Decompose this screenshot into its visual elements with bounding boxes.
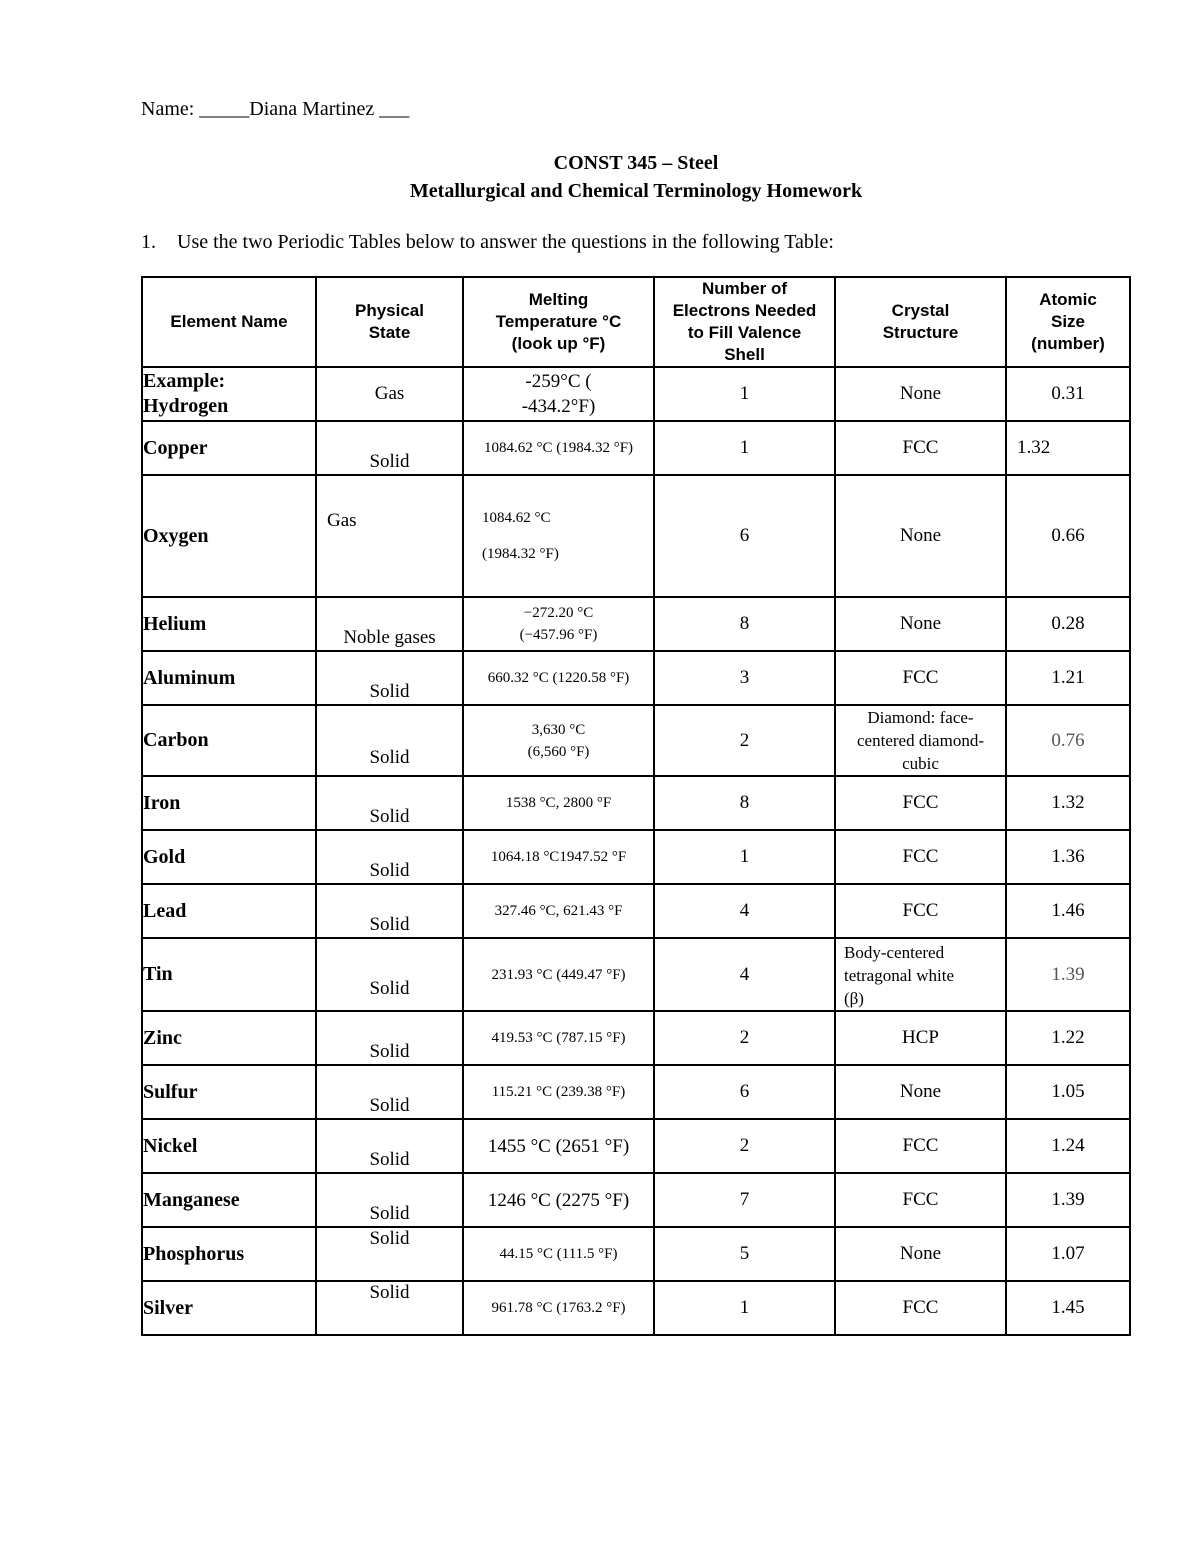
atomic-size: 0.28 bbox=[1006, 597, 1130, 651]
valence-electrons: 4 bbox=[654, 938, 835, 1011]
crystal-structure: FCC bbox=[835, 884, 1006, 938]
atomic-size: 1.24 bbox=[1006, 1119, 1130, 1173]
crystal-structure: FCC bbox=[835, 1119, 1006, 1173]
table-row bbox=[142, 597, 1130, 651]
element-name: Silver bbox=[142, 1281, 316, 1335]
atomic-size: 1.46 bbox=[1006, 884, 1130, 938]
atomic-size: 1.21 bbox=[1006, 651, 1130, 705]
physical-state: Solid bbox=[316, 1281, 463, 1335]
header-row bbox=[142, 277, 1130, 367]
table-row bbox=[142, 776, 1130, 830]
question-1 bbox=[141, 231, 834, 254]
crystal-structure: None bbox=[835, 475, 1006, 597]
crystal-structure: None bbox=[835, 1227, 1006, 1281]
crystal-structure: None bbox=[835, 597, 1006, 651]
table-row bbox=[142, 651, 1130, 705]
element-name: Tin bbox=[142, 938, 316, 1011]
assignment-title: Metallurgical and Chemical Terminology Homework bbox=[409, 180, 863, 202]
crystal-structure: None bbox=[835, 367, 1006, 421]
header-physical-state: Physical State bbox=[316, 277, 463, 367]
physical-state: Solid bbox=[316, 421, 463, 475]
table-row bbox=[142, 705, 1130, 776]
valence-electrons: 8 bbox=[654, 597, 835, 651]
atomic-size: 0.31 bbox=[1006, 367, 1130, 421]
crystal-structure: HCP bbox=[835, 1011, 1006, 1065]
table-row bbox=[142, 475, 1130, 597]
crystal-structure: Diamond: face-centered diamond-cubic bbox=[835, 705, 1006, 776]
table-row bbox=[142, 884, 1130, 938]
atomic-size: 1.05 bbox=[1006, 1065, 1130, 1119]
melting-temperature: 231.93 °C (449.47 °F) bbox=[463, 938, 654, 1011]
element-name: Nickel bbox=[142, 1119, 316, 1173]
table-row bbox=[142, 1065, 1130, 1119]
element-name: Aluminum bbox=[142, 651, 316, 705]
valence-electrons: 2 bbox=[654, 1119, 835, 1173]
element-name: Phosphorus bbox=[142, 1227, 316, 1281]
melting-temperature: 3,630 °C (6,560 °F) bbox=[463, 705, 654, 776]
physical-state: Solid bbox=[316, 1227, 463, 1281]
melting-temperature: 1246 °C (2275 °F) bbox=[463, 1173, 654, 1227]
atomic-size: 0.76 bbox=[1006, 705, 1130, 776]
physical-state: Solid bbox=[316, 1173, 463, 1227]
table-row bbox=[142, 367, 1130, 421]
melting-temperature: 660.32 °C (1220.58 °F) bbox=[463, 651, 654, 705]
valence-electrons: 4 bbox=[654, 884, 835, 938]
element-name: Sulfur bbox=[142, 1065, 316, 1119]
crystal-structure: FCC bbox=[835, 421, 1006, 475]
table-row bbox=[142, 1011, 1130, 1065]
valence-electrons: 5 bbox=[654, 1227, 835, 1281]
physical-state: Solid bbox=[316, 1011, 463, 1065]
valence-electrons: 2 bbox=[654, 705, 835, 776]
valence-electrons: 8 bbox=[654, 776, 835, 830]
table-row bbox=[142, 1119, 1130, 1173]
atomic-size: 1.07 bbox=[1006, 1227, 1130, 1281]
melting-temperature: 115.21 °C (239.38 °F) bbox=[463, 1065, 654, 1119]
question-number: 1. bbox=[141, 231, 156, 253]
physical-state: Solid bbox=[316, 1065, 463, 1119]
question-text: Use the two Periodic Tables below to answer the questions in the following Table: bbox=[177, 231, 834, 253]
crystal-structure: FCC bbox=[835, 1173, 1006, 1227]
physical-state: Solid bbox=[316, 884, 463, 938]
valence-electrons: 1 bbox=[654, 367, 835, 421]
crystal-structure: FCC bbox=[835, 651, 1006, 705]
course-title: CONST 345 – Steel bbox=[553, 152, 719, 174]
element-name: Example: Hydrogen bbox=[142, 367, 316, 421]
atomic-size: 1.39 bbox=[1006, 1173, 1130, 1227]
melting-temperature: 961.78 °C (1763.2 °F) bbox=[463, 1281, 654, 1335]
physical-state: Solid bbox=[316, 705, 463, 776]
crystal-structure: FCC bbox=[835, 1281, 1006, 1335]
table-row bbox=[142, 421, 1130, 475]
physical-state: Solid bbox=[316, 776, 463, 830]
atomic-size: 1.32 bbox=[1006, 421, 1130, 475]
melting-temperature: 1084.62 °C (1984.32 °F) bbox=[463, 421, 654, 475]
melting-temperature: -259°C ( -434.2°F) bbox=[463, 367, 654, 421]
elements-table bbox=[141, 276, 1131, 1336]
atomic-size: 1.22 bbox=[1006, 1011, 1130, 1065]
valence-electrons: 1 bbox=[654, 830, 835, 884]
melting-temperature: 1084.62 °C (1984.32 °F) bbox=[463, 475, 654, 597]
student-name-line: Name: _____Diana Martinez ___ bbox=[141, 98, 410, 120]
atomic-size: 1.36 bbox=[1006, 830, 1130, 884]
atomic-size: 1.32 bbox=[1006, 776, 1130, 830]
physical-state: Gas bbox=[316, 367, 463, 421]
physical-state: Solid bbox=[316, 830, 463, 884]
melting-temperature: 327.46 °C, 621.43 °F bbox=[463, 884, 654, 938]
crystal-structure: FCC bbox=[835, 830, 1006, 884]
crystal-structure: Body-centered tetragonal white (β) bbox=[835, 938, 1006, 1011]
melting-temperature: 1064.18 °C1947.52 °F bbox=[463, 830, 654, 884]
physical-state: Gas bbox=[316, 475, 463, 597]
atomic-size: 0.66 bbox=[1006, 475, 1130, 597]
crystal-structure: None bbox=[835, 1065, 1006, 1119]
element-name: Manganese bbox=[142, 1173, 316, 1227]
physical-state: Solid bbox=[316, 651, 463, 705]
element-name: Oxygen bbox=[142, 475, 316, 597]
element-name: Gold bbox=[142, 830, 316, 884]
element-name: Helium bbox=[142, 597, 316, 651]
element-name: Carbon bbox=[142, 705, 316, 776]
header-crystal-structure: Crystal Structure bbox=[835, 277, 1006, 367]
melting-temperature: 44.15 °C (111.5 °F) bbox=[463, 1227, 654, 1281]
header-melting-temperature: Melting Temperature °C (look up °F) bbox=[463, 277, 654, 367]
valence-electrons: 7 bbox=[654, 1173, 835, 1227]
valence-electrons: 2 bbox=[654, 1011, 835, 1065]
header-atomic-size: Atomic Size (number) bbox=[1006, 277, 1130, 367]
physical-state: Solid bbox=[316, 938, 463, 1011]
atomic-size: 1.45 bbox=[1006, 1281, 1130, 1335]
table-row bbox=[142, 1173, 1130, 1227]
table-row bbox=[142, 938, 1130, 1011]
physical-state: Noble gases bbox=[316, 597, 463, 651]
melting-temperature: 1455 °C (2651 °F) bbox=[463, 1119, 654, 1173]
valence-electrons: 6 bbox=[654, 1065, 835, 1119]
melting-temperature: 1538 °C, 2800 °F bbox=[463, 776, 654, 830]
atomic-size: 1.39 bbox=[1006, 938, 1130, 1011]
table-row bbox=[142, 1227, 1130, 1281]
valence-electrons: 1 bbox=[654, 1281, 835, 1335]
crystal-structure: FCC bbox=[835, 776, 1006, 830]
valence-electrons: 3 bbox=[654, 651, 835, 705]
element-name: Lead bbox=[142, 884, 316, 938]
physical-state: Solid bbox=[316, 1119, 463, 1173]
melting-temperature: −272.20 °C (−457.96 °F) bbox=[463, 597, 654, 651]
element-name: Copper bbox=[142, 421, 316, 475]
header-element-name: Element Name bbox=[142, 277, 316, 367]
valence-electrons: 1 bbox=[654, 421, 835, 475]
table-row bbox=[142, 830, 1130, 884]
header-valence-electrons: Number of Electrons Needed to Fill Valence Shell bbox=[654, 277, 835, 367]
table-row bbox=[142, 1281, 1130, 1335]
element-name: Zinc bbox=[142, 1011, 316, 1065]
element-name: Iron bbox=[142, 776, 316, 830]
valence-electrons: 6 bbox=[654, 475, 835, 597]
melting-temperature: 419.53 °C (787.15 °F) bbox=[463, 1011, 654, 1065]
